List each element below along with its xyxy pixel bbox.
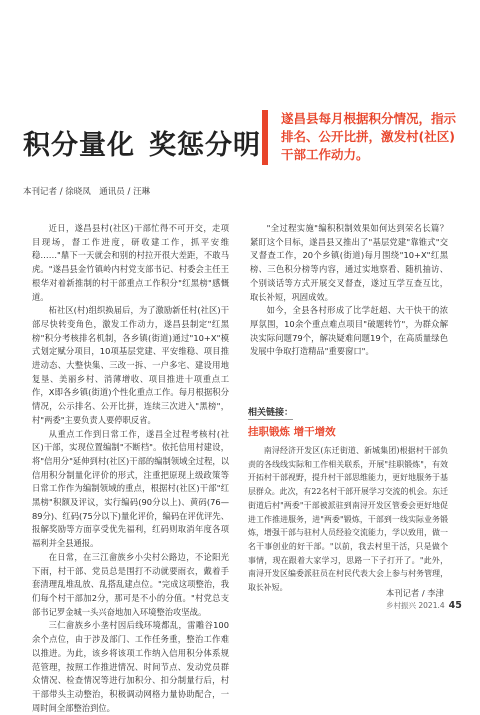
sidebar-label: 相关链接：: [248, 405, 293, 420]
article-title: [23, 123, 261, 162]
sidebar-paragraph: 南浔经济开发区(东迁街道、新城集团)根据村干部负责的各线线实际和工作相关联系，开展"挂职锻炼"，有效开拓村干部视野，提升村干部思维能力，更好地服务于基层群众。此次，有22名村干部开展学习交流的机会。东迁街道后村"两委"干部被派驻到南浔开发区管委会更好地促进工作推进服务，进"两委"锻炼，干部到一线实际业务锻炼，增强干部与驻村人员经验交流能力，学以致用，做一名干事创业的好干部。"以前，我去村里干活，只是做个事情，现在跟着大家学习，思路一下子打开了。"此外，南浔开发区编委派驻员在村民代表大会上参与村务管理，取长补短。: [248, 446, 448, 593]
body-paragraph: 三仁畲族乡小垄村因后线环境都乱，雷雕谷100余个点位，由于涉及部门、工作任务重，整治工作难以推进。为此，该乡将该项工作纳入信用积分体系规范管理，按照工作推进情况、时间节点、发动党员群众情况、检查情况等进行加积分、扣分制量行后，村干部带头主动整治，积极调动网格力量协助配合，一周时间全部整治到位。: [32, 620, 229, 713]
body-left-column: [32, 222, 229, 715]
body-paragraph: "全过程实施"编积积制效果如何达到荣名长篇？紧盯这个目标，遂昌县又推出了"基层党建"靠锥式"交叉督查工作，20个乡镇(街道)每月围绕"10+X"红黑榜、三色积分榜等内容，通过实地察看、随机抽访、个别谈话等方式开展交叉督查，遂过互学互查互比，取长补短，巩固成效。: [250, 223, 448, 302]
article-subtitle: 遂昌县每月根据积分情况，指示排名、公开比拼，激发村(社区)干部工作动力。: [281, 111, 457, 162]
page-footer: [386, 600, 462, 611]
sidebar-signature: 本刊记者 / 李津: [386, 588, 444, 598]
page-number: 45: [448, 600, 462, 611]
sidebar-heading: 挂职锻炼 增干增效: [248, 426, 336, 438]
body-right-column: [250, 222, 448, 359]
body-paragraph: 从重点工作到日常工作，遂昌全过程考核村(社区)干部，实现位置编制"不断档"。依托信用村建设，将"信用分"延伸到村(社区)干部的编制领域全过程，以信用积分制量化评价的形式，注重把原现上级政策等日常工作作为编制领域的重点，根据村(社区)干部"红黑榜"积额及评议，实行编码(90分以上)、黄码(76—89分)、红码(75分以下)量化评价，编码在评优评先、报解奖励等方面享受优先福利，红码则取消年度各项福利并全县通报。: [32, 428, 229, 549]
sidebar-text: [248, 444, 448, 595]
body-paragraph: 柘社区(村)组织换届后，为了激励新任村(社区)干部尽快转变角色，激发工作动力，遂昌县制定"红黑榜"积分考核排名机制，各乡镇(街道)通过"10+X"模式划定赋分项目，10项基层党建、平安维稳、项目推进动态、大整快集、三改一拆、一户多宅、建设用地复垦、美丽乡村、消薄增收、项目推进十项重点工作，X即各乡镇(街道)个性化重点工作。每月根据积分情况，公示排名、公开比拼，连续三次进入"黑榜"，村"两委"主要负责人要停职反省。: [32, 305, 229, 425]
subtitle-accent-bar: [262, 110, 268, 165]
article-title-part1: 积分量化: [23, 130, 135, 161]
body-paragraph: 在日常，在三江畲族乡小尖村公路边，不论阳光下雨，村干部、党员总是围打不动就要雨衣，戴着手套清理乱堆乱放、乱搭乱建点位。"完成这项整治，我们每个村干部加2分，那可是不小的分值。"村党总支部书记罗金城一头兴奋地加入环境整治攻坚战。: [32, 551, 229, 617]
article-byline: 本刊记者 / 徐晓凤 通讯员 / 汪琳: [23, 187, 151, 197]
article-title-part2: 奖惩分明: [149, 130, 261, 161]
body-paragraph: 近日，遂昌县村(社区)干部忙得不可开交，走项目现场，督工作进度，研收建工作，抓平安维稳……"鼎下一天就会和别的村拉开很大差距，不敢马虎。"遂昌县金竹镇岭内村党支部书记、村委会主任王根华对着新推制的村干部重点工作积分"红黑榜"感慨道。: [32, 223, 229, 302]
magazine-name: 乡村振兴 2021.4: [386, 601, 445, 610]
body-paragraph: 如今，全县各村形成了比学赶超、大干快干的浓厚氛围，10余个重点难点项目"破题转竹"，为群众解决实际问题79个，解决疑难问题19个，在高质量绿色发展中争取打造精品"重要窗口"。: [250, 305, 448, 357]
